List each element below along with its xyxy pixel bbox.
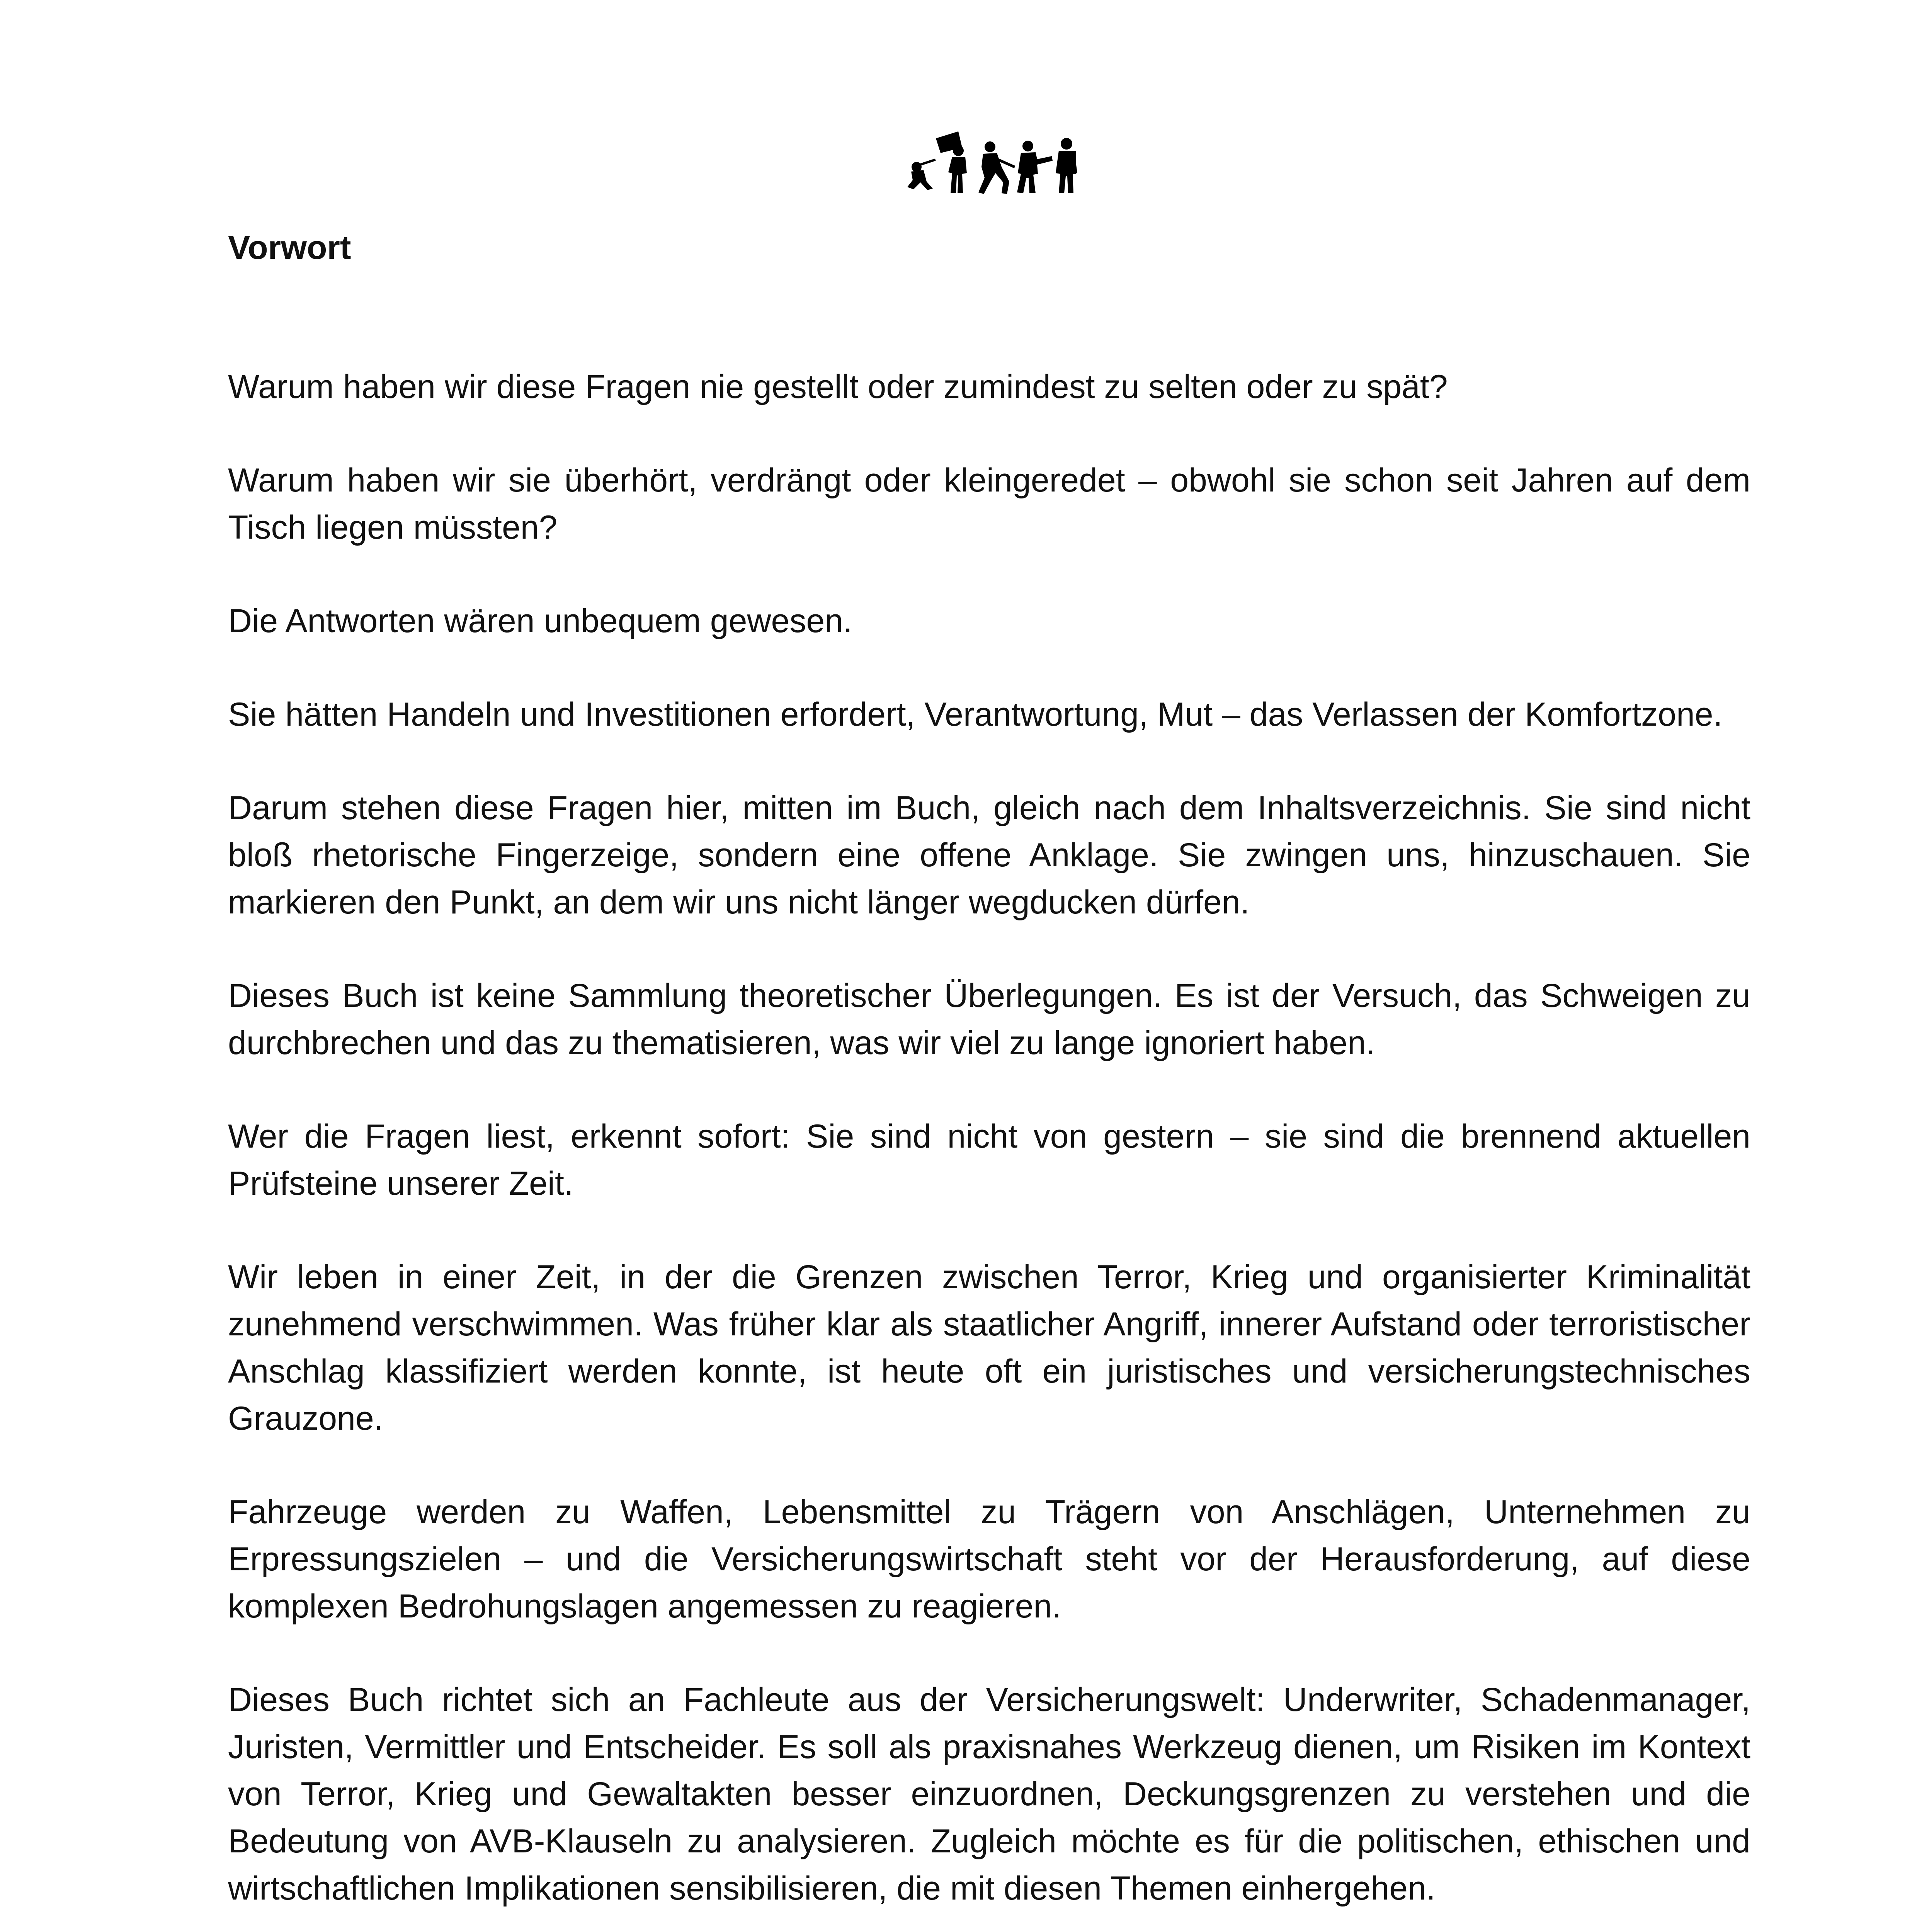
- aiming-soldier-figure-icon: [1017, 141, 1053, 193]
- soldier-silhouettes-icon: [900, 124, 1082, 197]
- paragraph: Darum stehen diese Fragen hier, mitten im Buch, gleich nach dem Inhaltsverzeichnis. Sie sind nicht bloß rhetorische Fingerzeige, sondern eine offene Anklage. Sie zwingen uns, hinzuschauen. Sie markieren den Punkt, an dem wir uns nicht länger wegducken dürfen.: [228, 789, 1750, 921]
- paragraph: Dieses Buch ist keine Sammlung theoretischer Überlegungen. Es ist der Versuch, das Schweigen zu durchbrechen und das zu thematisieren, was wir viel zu lange ignoriert haben.: [228, 977, 1750, 1061]
- standing-soldier-figure-icon: [1056, 138, 1077, 193]
- paragraph: Die Antworten wären unbequem gewesen.: [228, 602, 852, 639]
- paragraph: Wir leben in einer Zeit, in der die Grenzen zwischen Terror, Krieg und organisierter Kriminalität zunehmend verschwimmen. Was früher klar als staatlicher Angriff, innerer Aufstand oder terroristischer Anschlag klassifiziert werden konnte, ist heute oft ein juristisches und versicherungstechnisches Grauzone.: [228, 1259, 1750, 1437]
- paragraph: Sie hätten Handeln und Investitionen erfordert, Verantwortung, Mut – das Verlassen der Komfortzone.: [228, 696, 1723, 733]
- paragraph: Dieses Buch richtet sich an Fachleute aus der Versicherungswelt: Underwriter, Schadenmanager, Juristen, Vermittler und Entscheider. Es soll als praxisnahes Werkzeug dienen, um Risiken im Kontext von Terror, Krieg und Gewaltakten besser einzuordnen, Deckungsgrenzen zu verstehen und die Bedeutung von AVB-Klauseln zu analysieren. Zugleich möchte es für die politischen, ethischen und wirtschaftlichen Implikationen sensibilisieren, die mit diesen Themen einhergehen.: [228, 1681, 1750, 1907]
- paragraph: Wer die Fragen liest, erkennt sofort: Sie sind nicht von gestern – sie sind die brennend aktuellen Prüfsteine unserer Zeit.: [228, 1118, 1750, 1202]
- paragraph: Warum haben wir diese Fragen nie gestellt oder zumindest zu selten oder zu spät?: [228, 368, 1448, 405]
- running-figure-icon: [978, 141, 1015, 194]
- flag-bearer-figure-icon: [936, 131, 967, 193]
- crouching-figure-icon: [907, 158, 936, 190]
- section-heading: Vorwort: [228, 229, 351, 266]
- paragraph: Fahrzeuge werden zu Waffen, Lebensmittel zu Trägern von Anschlägen, Unternehmen zu Erpressungszielen – und die Versicherungswirtschaft steht vor der Herausforderung, auf diese komplexen Bedrohungslagen angemessen zu reagieren.: [228, 1493, 1750, 1625]
- soldier-silhouettes-graphic: [900, 124, 1082, 197]
- body-text: [228, 363, 1750, 1932]
- paragraph: Warum haben wir sie überhört, verdrängt oder kleingeredet – obwohl sie schon seit Jahren auf dem Tisch liegen müssten?: [228, 462, 1750, 546]
